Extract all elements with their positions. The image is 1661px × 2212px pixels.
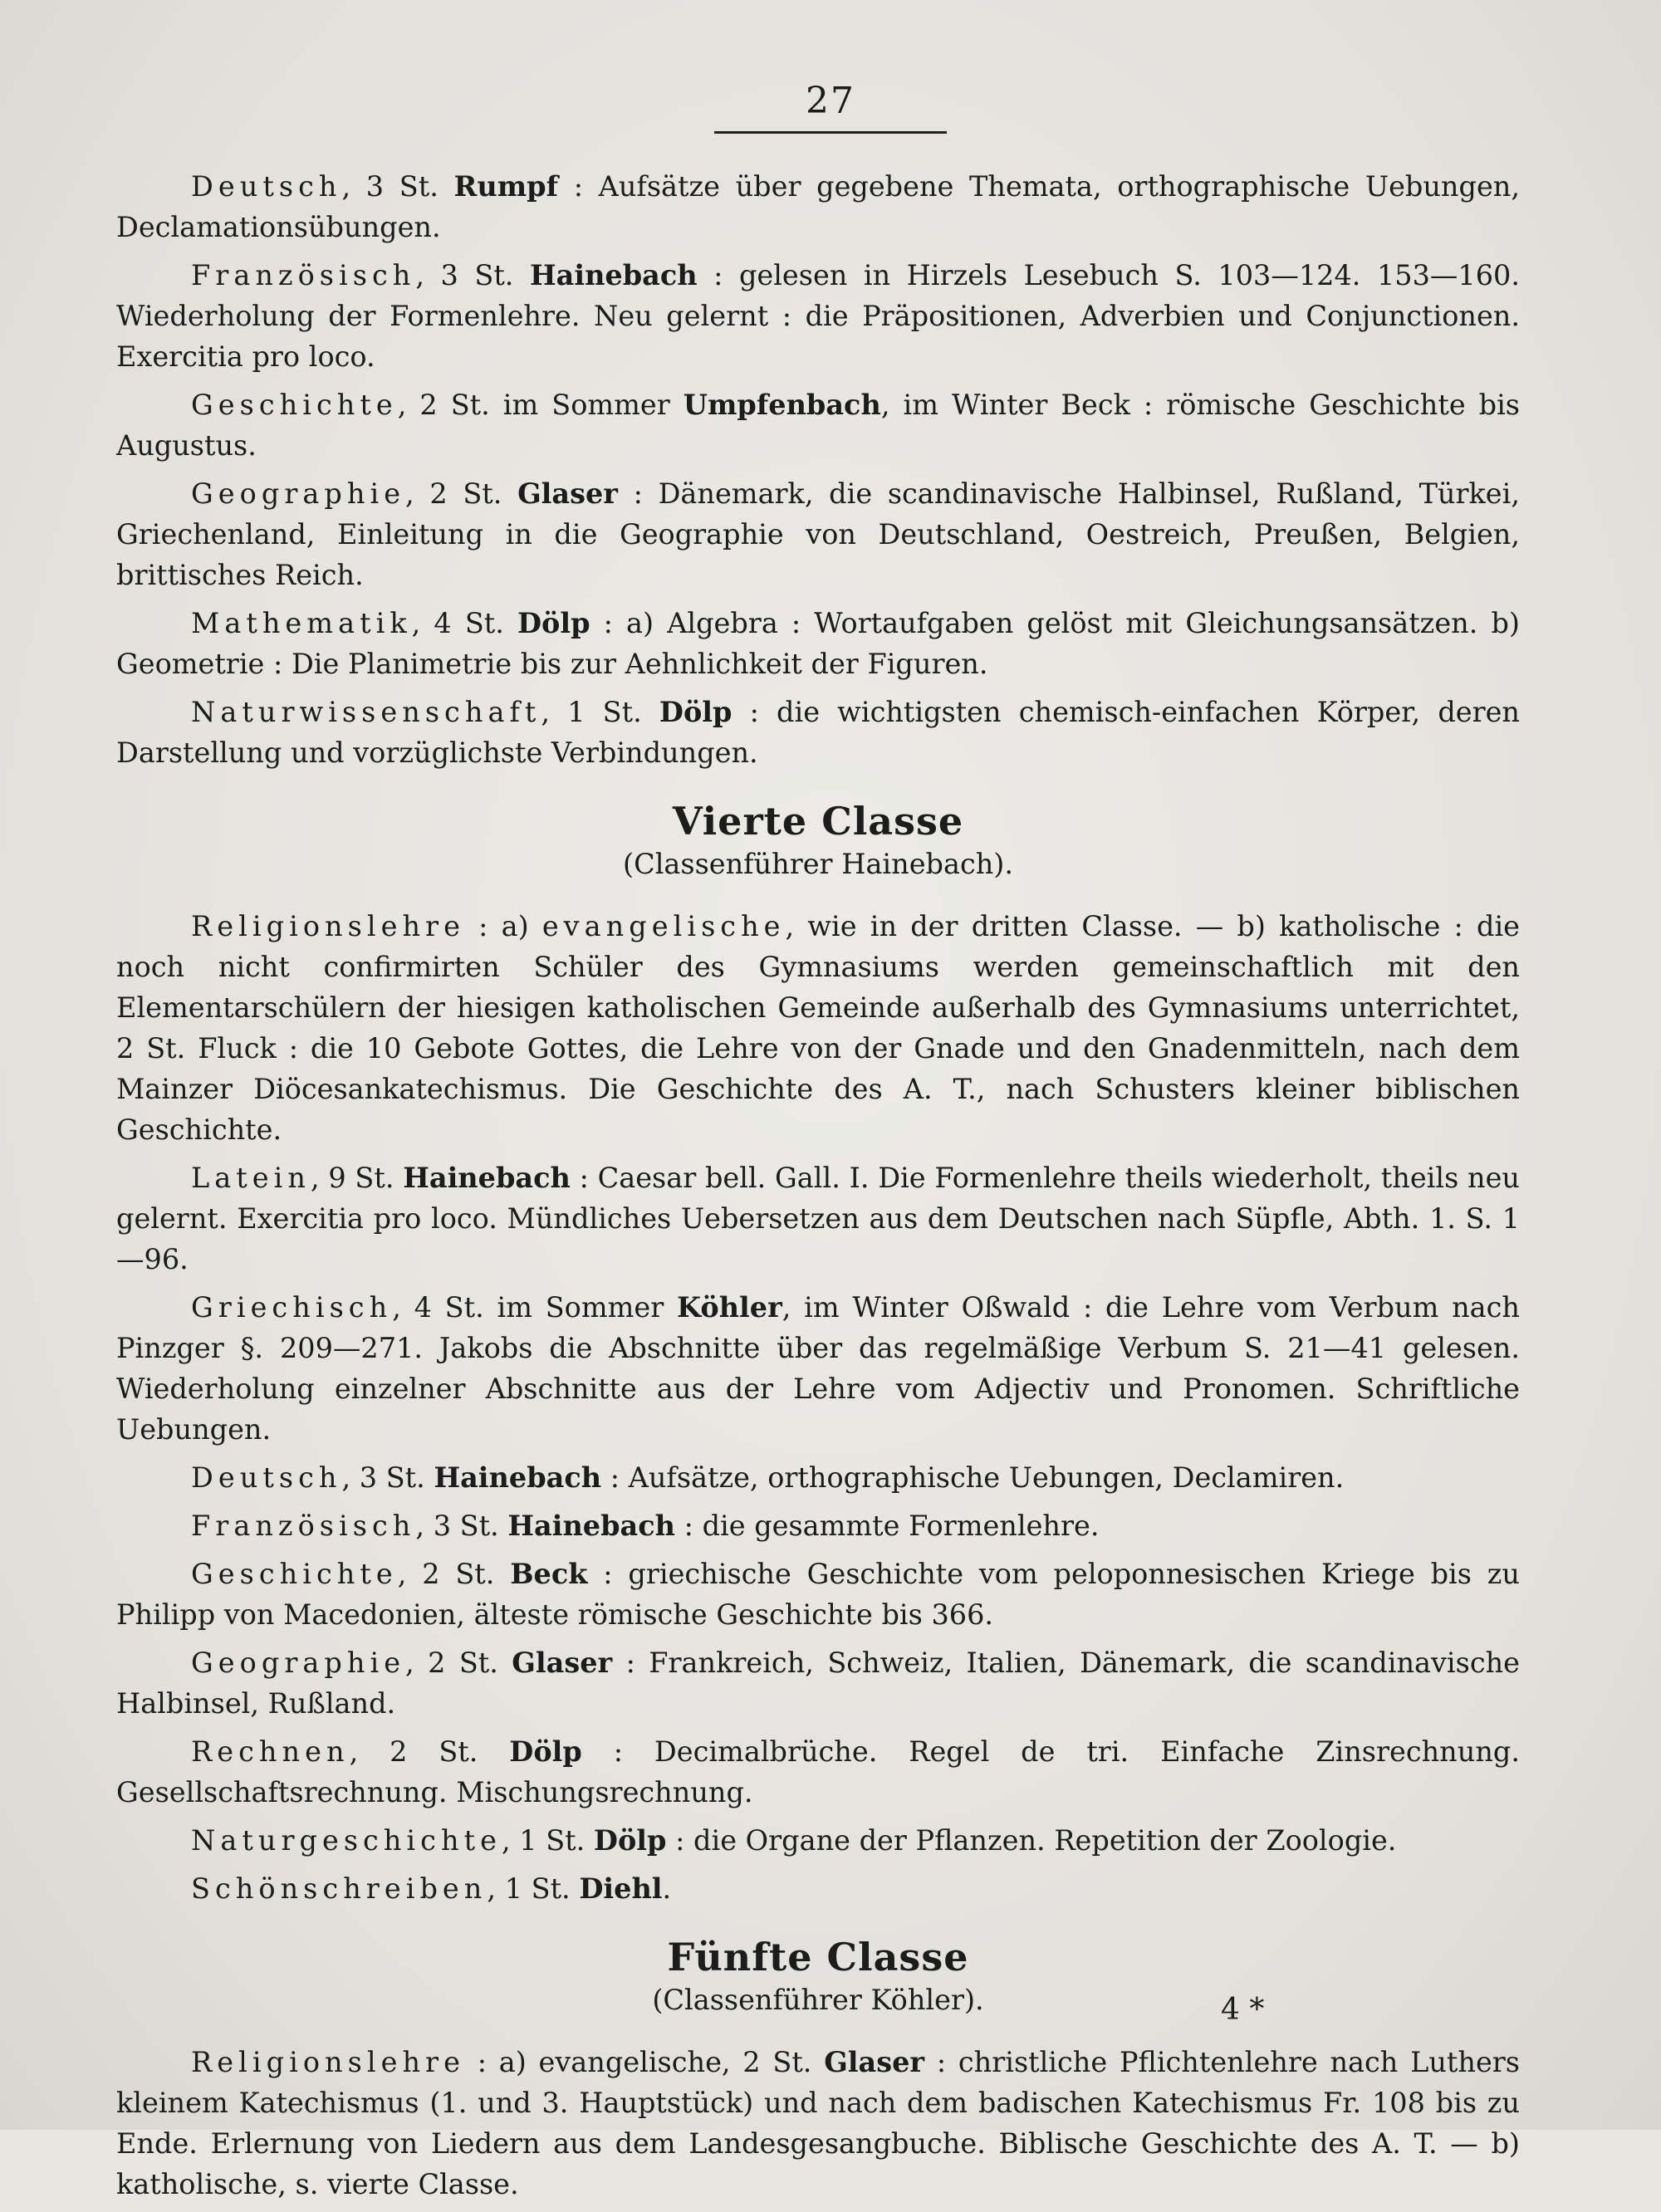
subject-paragraph: [116, 255, 1520, 377]
subject-name: Französisch: [191, 259, 416, 291]
subject-description: : die gesammte Formenlehre.: [675, 1510, 1100, 1542]
subject-name: Naturgeschichte: [191, 1824, 502, 1857]
subject-hours: , 2 St.: [405, 1647, 512, 1679]
subject-name: Rechnen: [191, 1735, 350, 1768]
subject-hours: , 4 St.: [411, 607, 517, 639]
subject-description: , wie in der dritten Classe. — b) katholische : die noch nicht confirmirten Schüler des Gymnasiums werden gemeinschaftlich mit den Elementarschülern der hiesigen katholischen Gemeinde außerhalb des Gymnasiums unterrichtet, 2 St. Fluck : die 10 Gebote Gottes, die Lehre von der Gnade und den Gnadenmitteln, nach dem Mainzer Diöcesankatechismus. Die Geschichte des A. T., nach Schusters kleiner biblischen Geschichte.: [116, 910, 1520, 1146]
section-heading: Vierte Classe: [672, 799, 964, 844]
subject-paragraph: [116, 906, 1520, 1150]
teacher-name: Glaser: [512, 1647, 613, 1679]
subject-paragraph: [116, 1287, 1520, 1450]
subject-paragraph: [116, 2042, 1520, 2205]
subject-paragraph: [116, 1157, 1520, 1280]
subject-name: Geschichte: [191, 389, 398, 421]
teacher-name: Hainebach: [403, 1162, 571, 1194]
subject-paragraph: [116, 603, 1520, 684]
subject-name: Französisch: [191, 1510, 416, 1542]
page-content: [116, 166, 1520, 2212]
subject-hours: , 1 St.: [541, 696, 659, 728]
subject-description: : Dänemark, die scandinavische Halbinsel, Rußland, Türkei, Griechenland, Einleitung in die Geographie von Deutschland, Oestreich, Preußen, Belgien, brittisches Reich.: [116, 477, 1520, 591]
header-rule: [714, 131, 947, 134]
subject-description: : griechische Geschichte vom peloponnesischen Kriege bis zu Philipp von Macedonien, älteste römische Geschichte bis 366.: [116, 1558, 1520, 1631]
subject-name: Mathematik: [191, 607, 412, 639]
section-fifth-class: [116, 1937, 1520, 2205]
subject-description: , im Winter Oßwald : die Lehre vom Verbum nach Pinzger §. 209—271. Jakobs die Abschnitte über das regelmäßige Verbum S. 21—41 gelesen. Wiederholung einzelner Abschnitte aus der Lehre vom Adjectiv und Pronomen. Schriftliche Uebungen.: [116, 1291, 1520, 1446]
subject-hours: , 2 St.: [397, 1558, 511, 1590]
subject-paragraph: [116, 1868, 1520, 1909]
subject-description: : christliche Pflichtenlehre nach Luthers kleinem Katechismus (1. und 3. Hauptstück) und nach dem badischen Katechismus Fr. 108 bis zu Ende. Erlernung von Liedern aus dem Landesgesangbuche. Biblische Geschichte des A. T. — b) katholische, s. vierte Classe.: [116, 2046, 1520, 2200]
subject-name: Religionslehre: [191, 910, 465, 942]
subject-paragraph: [116, 1731, 1520, 1813]
subject-description: .: [662, 1872, 672, 1905]
teacher-name: Glaser: [824, 2046, 925, 2078]
subject-hours: , 2 St.: [405, 477, 518, 510]
subject-description: : Aufsätze über gegebene Themata, orthographische Uebungen, Declamationsübungen.: [116, 170, 1520, 243]
subject-hours: , 2 St.: [349, 1735, 510, 1768]
subject-hours: , 1 St.: [487, 1872, 580, 1905]
teacher-name: Umpfenbach: [683, 389, 881, 421]
section-third-class-tail: [116, 166, 1520, 773]
subject-hours: , 3 St.: [415, 259, 530, 291]
subject-description: : gelesen in Hirzels Lesebuch S. 103—124. 153—160. Wiederholung der Formenlehre. Neu gelernt : die Präpositionen, Adverbien und Conjunctionen. Exercitia pro loco.: [116, 259, 1521, 373]
subject-name: Geographie: [191, 1647, 406, 1679]
subject-description: : a) Algebra : Wortaufgaben gelöst mit Gleichungsansätzen. b) Geometrie : Die Planimetrie bis zur Aehnlichkeit der Figuren.: [116, 607, 1520, 680]
subject-hours: , 2 St. im Sommer: [397, 389, 684, 421]
subject-paragraph: [116, 166, 1520, 247]
subject-description: : die wichtigsten chemisch-einfachen Körper, deren Darstellung und vorzüglichste Verbindungen.: [116, 696, 1521, 769]
subject-description: : Caesar bell. Gall. I. Die Formenlehre theils wiederholt, theils neu gelernt. Exercitia pro loco. Mündliches Uebersetzen aus dem Deutschen nach Süpfle, Abth. 1. S. 1—96.: [116, 1162, 1520, 1275]
subject-hours: , 4 St. im Sommer: [392, 1291, 677, 1324]
teacher-name: Hainebach: [507, 1510, 675, 1542]
teacher-name: Rumpf: [453, 170, 559, 203]
subject-paragraph: [116, 1820, 1520, 1861]
denomination: evangelische: [541, 910, 786, 942]
subject-description: : Decimalbrüche. Regel de tri. Einfache Zinsrechnung. Gesellschaftsrechnung. Mischungsrechnung.: [116, 1735, 1520, 1808]
subject-description: : Frankreich, Schweiz, Italien, Dänemark, die scandinavische Halbinsel, Rußland.: [116, 1647, 1521, 1720]
teacher-name: Diehl: [579, 1872, 663, 1905]
subject-name: Deutsch: [191, 170, 342, 203]
subject-hours: , 9 St.: [310, 1162, 404, 1194]
subject-name: Griechisch: [191, 1291, 393, 1324]
subject-description: : Aufsätze, orthographische Uebungen, Declamiren.: [601, 1461, 1345, 1494]
section-subheading: (Classenführer Hainebach).: [623, 848, 1013, 880]
signature-mark: 4 *: [1221, 1993, 1265, 2027]
subject-hours: , 3 St.: [341, 1461, 434, 1494]
subject-description: : die Organe der Pflanzen. Repetition der Zoologie.: [666, 1824, 1397, 1857]
subject-name: Schönschreiben: [191, 1872, 488, 1905]
subject-name: Latein: [191, 1162, 311, 1194]
teacher-name: Dölp: [593, 1824, 667, 1857]
subject-name: Geographie: [191, 477, 406, 510]
subject-hours: : a): [464, 910, 542, 942]
subject-paragraph: [116, 1642, 1520, 1724]
section-subheading: (Classenführer Köhler).: [652, 1984, 984, 2016]
teacher-name: Dölp: [659, 696, 733, 728]
section-fourth-class: [116, 801, 1520, 1909]
subject-name: Geschichte: [191, 1558, 398, 1590]
subject-hours: , 3 St.: [415, 1510, 508, 1542]
subject-paragraph: [116, 1505, 1520, 1546]
subject-paragraph: [116, 1457, 1520, 1498]
subject-hours: , 1 St.: [501, 1824, 594, 1857]
page-number: 27: [806, 80, 855, 122]
subject-hours: : a) evangelische, 2 St.: [464, 2046, 825, 2078]
section-heading: Fünfte Classe: [667, 1935, 969, 1980]
subject-paragraph: [116, 1554, 1520, 1635]
subject-hours: , 3 St.: [341, 170, 454, 203]
teacher-name: Hainebach: [434, 1461, 602, 1494]
teacher-name: Beck: [510, 1558, 588, 1590]
subject-paragraph: [116, 692, 1520, 773]
subject-paragraph: [116, 384, 1520, 466]
subject-description: , im Winter Beck : römische Geschichte bis Augustus.: [116, 389, 1520, 462]
teacher-name: Hainebach: [529, 259, 698, 291]
subject-name: Deutsch: [191, 1461, 342, 1494]
subject-name: Religionslehre: [191, 2046, 465, 2078]
teacher-name: Dölp: [509, 1735, 582, 1768]
subject-paragraph: [116, 473, 1520, 595]
subject-name: Naturwissenschaft: [191, 696, 541, 728]
teacher-name: Glaser: [517, 477, 618, 510]
teacher-name: Köhler: [676, 1291, 782, 1324]
teacher-name: Dölp: [517, 607, 590, 639]
